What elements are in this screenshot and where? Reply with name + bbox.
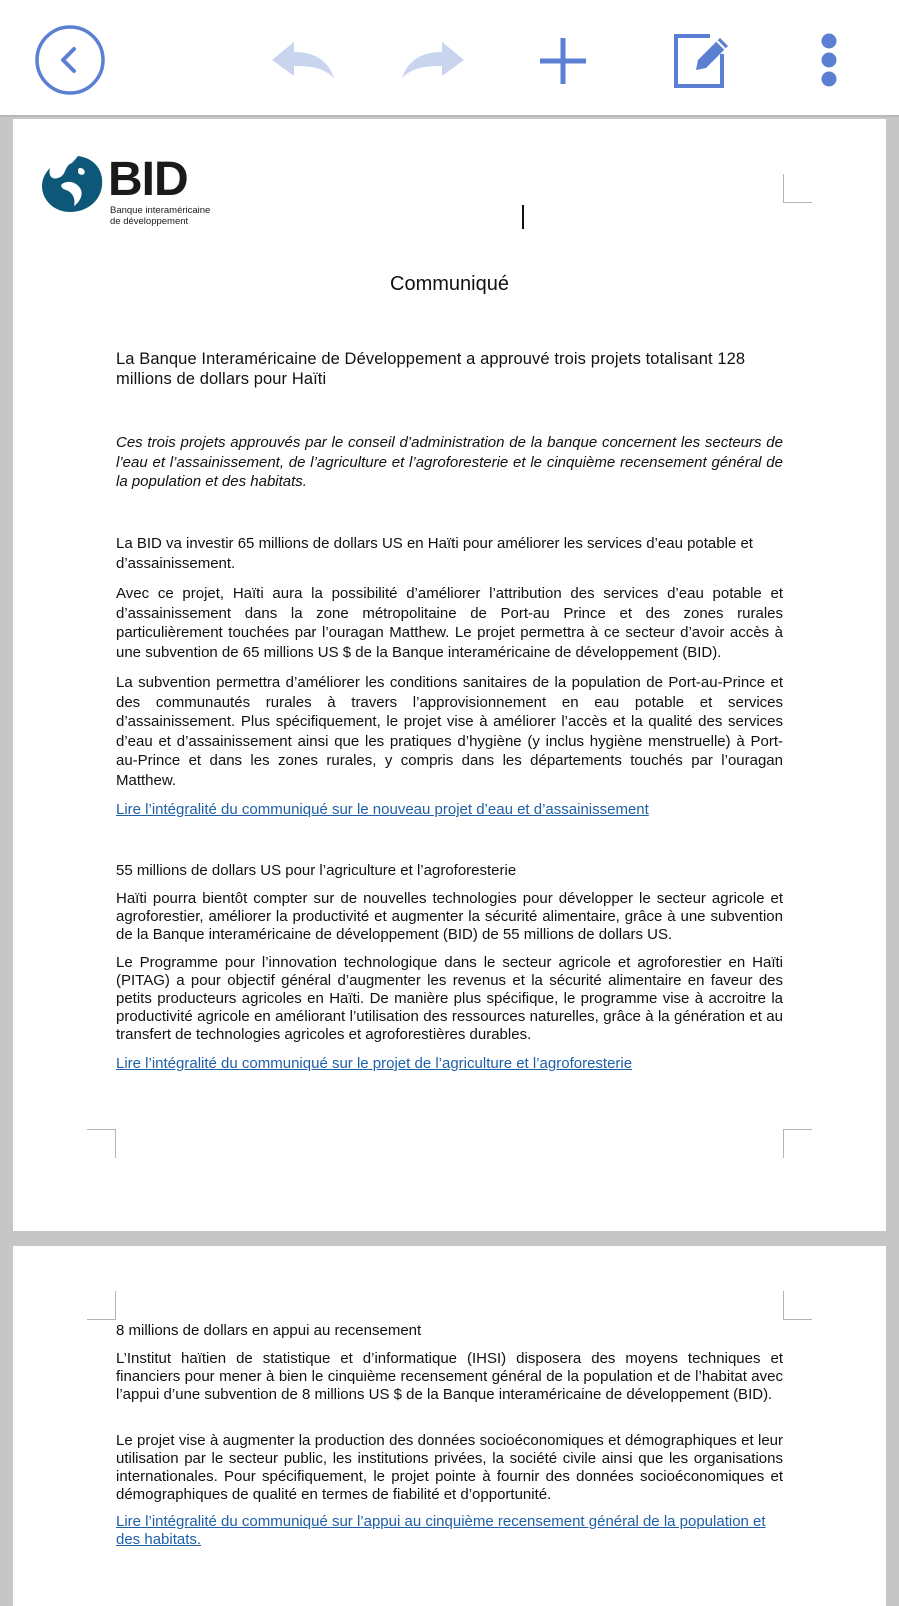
section-paragraph: Le Programme pour l’innovation technologique dans le secteur agricole et agroforestier en Haïti (PITAG) a pour objectif général d’augmenter les revenus et la sécurité alimentaire en faveur des petits producteurs agricoles en Haïti. De manière plus spécifique, le programme vise à accroitre la productivité agricole en améliorant l’utilisation des ressources naturelles, grâce à la génération et au transfert de technologies agricoles et agroforestières durables.	[116, 954, 783, 1043]
bid-logo-subtitle: Banque interaméricaine de développement	[110, 205, 211, 227]
document-lead: Ces trois projets approuvés par le conseil d’administration de la banque concernent les secteurs de l’eau et l’assainissement, de l’agriculture et l’agroforesterie et le cinquième recensement général de la population et des habitats.	[116, 434, 783, 490]
document-title: Communiqué	[390, 273, 509, 295]
bid-logo	[40, 153, 211, 227]
section-link[interactable]: Lire l’intégralité du communiqué sur le nouveau projet d’eau et d’assainissement	[116, 801, 649, 818]
document-headline: La Banque Interaméricaine de Développement a approuvé trois projets totalisant 128 millions de dollars pour Haïti	[116, 350, 746, 388]
top-toolbar	[0, 0, 899, 117]
section-heading: 8 millions de dollars en appui au recensement	[116, 1322, 422, 1339]
section-heading: 55 millions de dollars US pour l’agriculture et l’agroforesterie	[116, 862, 517, 879]
document-page-1[interactable]	[13, 119, 886, 1231]
margin-corner-bottom-right	[783, 1129, 812, 1158]
undo-icon[interactable]	[270, 38, 336, 82]
section-paragraph: La subvention permettra d’améliorer les conditions sanitaires de la population de Port-au-Prince et des communautés rurales à travers l’approvisionnement en eau potable et services d’assainissement. Plus spécifiquement, le projet vise à améliorer l’accès et la qualité des services d’eau et d’assainissement ainsi que les pratiques d’hygiène (y inclus hygiène menstruelle) à Port-au-Prince et dans les zones rurales, y compris dans les départements touchés par l’ouragan Matthew.	[116, 674, 783, 789]
section-heading: La BID va investir 65 millions de dollars US en Haïti pour améliorer les services d’eau potable et d’assainissement.	[116, 535, 753, 572]
redo-icon[interactable]	[400, 38, 466, 82]
section-paragraph: L’Institut haïtien de statistique et d’informatique (IHSI) disposera des moyens techniques et financiers pour mener à bien le cinquième recensement général de la population et de l’habitat avec l’appui d’une subvention de 8 millions US $ de la Banque interaméricaine de développement (BID).	[116, 1350, 783, 1403]
section-link[interactable]: Lire l’intégralité du communiqué sur le projet de l’agriculture et l’agroforesterie	[116, 1055, 633, 1072]
bid-globe-logo-icon	[40, 154, 104, 214]
plus-icon[interactable]	[538, 36, 588, 86]
margin-corner-top-left	[87, 1291, 116, 1320]
edit-icon[interactable]	[670, 30, 730, 90]
text-cursor	[522, 205, 524, 229]
section-link[interactable]: Lire l’intégralité du communiqué sur l’appui au cinquième recensement général de la population et des habitats.	[116, 1513, 766, 1548]
more-vertical-icon[interactable]	[815, 32, 843, 88]
margin-corner-top-right	[783, 1291, 812, 1320]
margin-corner-top-right	[783, 174, 812, 203]
section-paragraph: Le projet vise à augmenter la production des données socioéconomiques et démographiques et leur utilisation par le secteur public, les institutions privées, la société civile ainsi que les organisations internationales. Pour spécifiquement, le projet pointe à fournir des données socioéconomiques et démographiques de qualité en termes de fiabilité et d’opportunité.	[116, 1432, 783, 1503]
bid-logo-word: BID	[108, 153, 188, 206]
section-paragraph: Haïti pourra bientôt compter sur de nouvelles technologies pour développer le secteur agricole et agroforestier, améliorer la productivité et augmenter la sécurité alimentaire, grâce à une subvention de la Banque interaméricaine de développement (BID) de 55 millions de dollars US.	[116, 890, 783, 943]
back-circle-icon[interactable]	[35, 25, 105, 95]
section-paragraph: Avec ce projet, Haïti aura la possibilité d’améliorer l’attribution des services d’eau potable et d’assainissement dans la zone métropolitaine de Port-au Prince et des zones rurales particulièrement touchées par l’ouragan Matthew. Le projet permettra à ce secteur d’avoir accès à une subvention de 65 millions US $ de la Banque interaméricaine de développement (BID).	[116, 585, 783, 661]
document-page-2[interactable]	[13, 1246, 886, 1606]
margin-corner-bottom-left	[87, 1129, 116, 1158]
